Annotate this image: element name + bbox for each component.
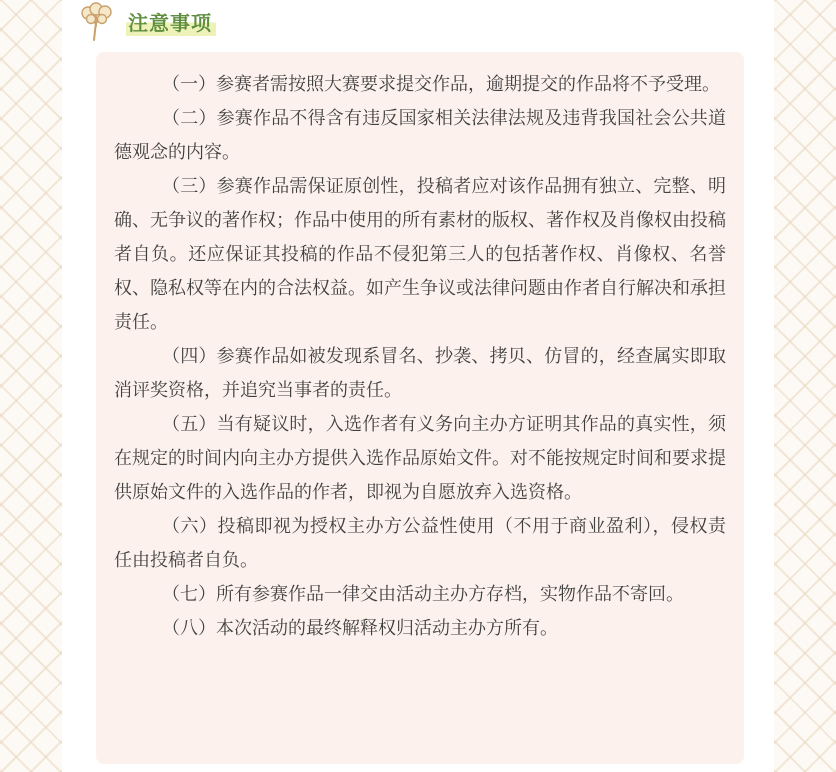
notice-item-3: （三）参赛作品需保证原创性，投稿者应对该作品拥有独立、完整、明确、无争议的著作权；作品中使用的所有素材的版权、著作权及肖像权由投稿者自负。还应保证其投稿的作品不侵犯第三人的包括著作权、肖像权、名誉权、隐私权等在内的合法权益。如产生争议或法律问题由作者自行解决和承担责任。 [114, 176, 726, 333]
branch-icon [78, 2, 114, 42]
notice-card [96, 52, 744, 764]
notice-item-2: （二）参赛作品不得含有违反国家相关法律法规及违背我国社会公共道德观念的内容。 [114, 108, 726, 163]
section-header [78, 0, 216, 44]
notice-item-6: （六）投稿即视为授权主办方公益性使用（不用于商业盈利），侵权责任由投稿者自负。 [114, 516, 726, 571]
background-pattern-right [774, 0, 836, 772]
section-title: 注意事项 [126, 8, 216, 36]
background-pattern-left [0, 0, 62, 772]
notice-item-8: （八）本次活动的最终解释权归活动主办方所有。 [162, 618, 558, 639]
notice-item-5: （五）当有疑议时，入选作者有义务向主办方证明其作品的真实性，须在规定的时间内向主办方提供入选作品原始文件。对不能按规定时间和要求提供原始文件的入选作品的作者，即视为自愿放弃入选资格。 [114, 414, 726, 503]
notice-item-1: （一）参赛者需按照大赛要求提交作品，逾期提交的作品将不予受理。 [162, 74, 720, 95]
notice-item-7: （七）所有参赛作品一律交由活动主办方存档，实物作品不寄回。 [162, 584, 684, 605]
notice-item-4: （四）参赛作品如被发现系冒名、抄袭、拷贝、仿冒的，经查属实即取消评奖资格，并追究当事者的责任。 [114, 346, 726, 401]
